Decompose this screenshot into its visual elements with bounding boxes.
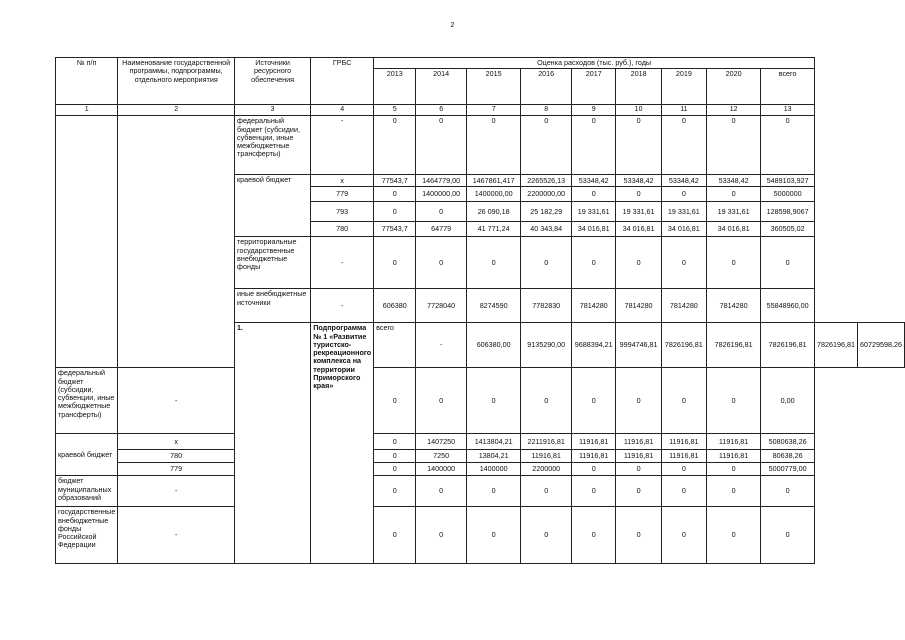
- value-cell: 0: [706, 368, 760, 434]
- header-num: № п/п: [56, 58, 118, 105]
- header-row-top: [56, 58, 905, 69]
- value-cell: 0: [706, 476, 760, 507]
- value-cell: 7782830: [521, 289, 572, 323]
- value-cell: 77543,7: [374, 222, 416, 237]
- source-cell: федеральный бюджет (субсидии, субвенции, иные межбюджетные трансферты): [56, 368, 118, 434]
- value-cell: 7826196,81: [706, 323, 760, 368]
- value-cell: 606380,00: [466, 323, 521, 368]
- value-cell: 13804,21: [466, 450, 521, 463]
- value-cell: 19 331,61: [616, 202, 661, 222]
- value-cell: 0: [616, 463, 661, 476]
- value-cell: 34 016,81: [616, 222, 661, 237]
- value-cell: 0: [374, 187, 416, 202]
- grbs-cell: -: [311, 237, 374, 289]
- header-year: всего: [761, 69, 815, 105]
- value-cell: 0: [466, 507, 521, 564]
- column-number: 11: [661, 105, 706, 116]
- value-cell: 0: [616, 368, 661, 434]
- value-cell: 19 331,61: [571, 202, 616, 222]
- column-number: 12: [706, 105, 760, 116]
- value-cell: 1467861,417: [466, 175, 521, 187]
- source-cell: всего: [374, 323, 416, 368]
- value-cell: 34 016,81: [661, 222, 706, 237]
- value-cell: 0: [761, 476, 815, 507]
- value-cell: 5000000: [761, 187, 815, 202]
- value-cell: 0: [521, 368, 572, 434]
- value-cell: 1400000: [416, 463, 467, 476]
- value-cell: 0: [521, 476, 572, 507]
- value-cell: 0: [661, 476, 706, 507]
- value-cell: 2265526,13: [521, 175, 572, 187]
- value-cell: 128598,9067: [761, 202, 815, 222]
- value-cell: 0: [571, 187, 616, 202]
- table-row: [56, 368, 905, 434]
- value-cell: 80638,26: [761, 450, 815, 463]
- value-cell: 0: [571, 507, 616, 564]
- source-cell: краевой бюджет: [235, 175, 311, 237]
- program-number: 1.: [235, 323, 311, 564]
- value-cell: 1407250: [416, 434, 467, 450]
- value-cell: 0: [706, 187, 760, 202]
- value-cell: 2200000: [521, 463, 572, 476]
- value-cell: 0: [571, 463, 616, 476]
- value-cell: 25 182,29: [521, 202, 572, 222]
- column-number: 8: [521, 105, 572, 116]
- value-cell: 0: [616, 237, 661, 289]
- value-cell: 7814280: [706, 289, 760, 323]
- grbs-cell: x: [311, 175, 374, 187]
- column-number: 13: [761, 105, 815, 116]
- header-year: 2018: [616, 69, 661, 105]
- value-cell: 0: [466, 237, 521, 289]
- value-cell: 41 771,24: [466, 222, 521, 237]
- value-cell: 7814280: [616, 289, 661, 323]
- value-cell: 55848960,00: [761, 289, 815, 323]
- name-cell: [118, 116, 235, 368]
- value-cell: 360505,02: [761, 222, 815, 237]
- table-row: [56, 434, 905, 450]
- value-cell: 11916,81: [616, 434, 661, 450]
- table-row: [56, 116, 905, 175]
- value-cell: 7814280: [571, 289, 616, 323]
- value-cell: 11916,81: [521, 450, 572, 463]
- value-cell: 0: [374, 237, 416, 289]
- value-cell: 0: [571, 116, 616, 175]
- value-cell: 34 016,81: [706, 222, 760, 237]
- num-cell: [56, 116, 118, 368]
- value-cell: 77543,7: [374, 175, 416, 187]
- source-cell: краевой бюджет: [56, 434, 118, 476]
- grbs-cell: -: [118, 476, 235, 507]
- grbs-cell: 780: [118, 450, 235, 463]
- value-cell: 9135290,00: [521, 323, 572, 368]
- value-cell: 0: [374, 116, 416, 175]
- value-cell: 7250: [416, 450, 467, 463]
- value-cell: 11916,81: [706, 434, 760, 450]
- value-cell: 0: [571, 476, 616, 507]
- column-number: 2: [118, 105, 235, 116]
- value-cell: 5080638,26: [761, 434, 815, 450]
- header-year: 2017: [571, 69, 616, 105]
- value-cell: 0: [761, 237, 815, 289]
- value-cell: 40 343,84: [521, 222, 572, 237]
- source-cell: федеральный бюджет (субсидии, субвенции, иные межбюджетные трансферты): [235, 116, 311, 175]
- value-cell: 34 016,81: [571, 222, 616, 237]
- value-cell: 53348,42: [706, 175, 760, 187]
- column-number: 7: [466, 105, 521, 116]
- value-cell: 0: [374, 450, 416, 463]
- value-cell: 7826196,81: [761, 323, 815, 368]
- value-cell: 0: [374, 202, 416, 222]
- value-cell: 2211916,81: [521, 434, 572, 450]
- value-cell: 0: [416, 476, 467, 507]
- value-cell: 0: [761, 116, 815, 175]
- value-cell: 0: [661, 116, 706, 175]
- value-cell: 1400000,00: [466, 187, 521, 202]
- grbs-cell: -: [118, 368, 235, 434]
- source-cell: государственные внебюджетные фонды Российской Федерации: [56, 507, 118, 564]
- value-cell: 0: [661, 463, 706, 476]
- value-cell: 1400000,00: [416, 187, 467, 202]
- table-body: [56, 58, 905, 564]
- header-year: 2019: [661, 69, 706, 105]
- value-cell: 0: [661, 187, 706, 202]
- column-number: 5: [374, 105, 416, 116]
- grbs-cell: -: [311, 289, 374, 323]
- value-cell: 0: [466, 116, 521, 175]
- header-year: 2013: [374, 69, 416, 105]
- header-year: 2014: [416, 69, 467, 105]
- table-row: [56, 507, 905, 564]
- grbs-cell: 779: [311, 187, 374, 202]
- grbs-cell: -: [416, 323, 467, 368]
- value-cell: 0,00: [761, 368, 815, 434]
- value-cell: 0: [706, 463, 760, 476]
- column-number: 6: [416, 105, 467, 116]
- value-cell: 5489103,927: [761, 175, 815, 187]
- value-cell: 53348,42: [616, 175, 661, 187]
- value-cell: 11916,81: [571, 450, 616, 463]
- value-cell: 26 090,18: [466, 202, 521, 222]
- value-cell: 53348,42: [571, 175, 616, 187]
- value-cell: 2200000,00: [521, 187, 572, 202]
- grbs-cell: 779: [118, 463, 235, 476]
- source-cell: бюджет муниципальных образований: [56, 476, 118, 507]
- value-cell: 0: [616, 116, 661, 175]
- source-cell: территориальные государственные внебюджетные фонды: [235, 237, 311, 289]
- table-row: [56, 463, 905, 476]
- column-number: 4: [311, 105, 374, 116]
- value-cell: 0: [571, 237, 616, 289]
- value-cell: 0: [374, 507, 416, 564]
- value-cell: 7826196,81: [661, 323, 706, 368]
- table-row: [56, 476, 905, 507]
- value-cell: 5000779,00: [761, 463, 815, 476]
- value-cell: 606380: [374, 289, 416, 323]
- header-name: Наименование государственной программы, подпрограммы, отдельного мероприятия: [118, 58, 235, 105]
- header-year: 2016: [521, 69, 572, 105]
- value-cell: 0: [374, 368, 416, 434]
- value-cell: 0: [416, 507, 467, 564]
- value-cell: 0: [416, 237, 467, 289]
- value-cell: 0: [466, 368, 521, 434]
- source-cell: иные внебюджетные источники: [235, 289, 311, 323]
- value-cell: 60729598,26: [858, 323, 905, 368]
- value-cell: 0: [416, 116, 467, 175]
- value-cell: 0: [661, 237, 706, 289]
- value-cell: 11916,81: [661, 434, 706, 450]
- value-cell: 64779: [416, 222, 467, 237]
- value-cell: 0: [661, 368, 706, 434]
- column-number: 1: [56, 105, 118, 116]
- column-number: 10: [616, 105, 661, 116]
- value-cell: 0: [616, 476, 661, 507]
- grbs-cell: -: [311, 116, 374, 175]
- value-cell: 0: [616, 187, 661, 202]
- value-cell: 7814280: [661, 289, 706, 323]
- value-cell: 0: [661, 507, 706, 564]
- value-cell: 8274590: [466, 289, 521, 323]
- column-numbers-row: [56, 105, 905, 116]
- value-cell: 0: [571, 368, 616, 434]
- grbs-cell: -: [118, 507, 235, 564]
- value-cell: 11916,81: [571, 434, 616, 450]
- value-cell: 0: [706, 116, 760, 175]
- value-cell: 11916,81: [661, 450, 706, 463]
- grbs-cell: 780: [311, 222, 374, 237]
- value-cell: 0: [416, 202, 467, 222]
- value-cell: 19 331,61: [661, 202, 706, 222]
- value-cell: 7826196,81: [815, 323, 858, 368]
- value-cell: 19 331,61: [706, 202, 760, 222]
- value-cell: 0: [706, 507, 760, 564]
- value-cell: 0: [374, 463, 416, 476]
- header-year: 2020: [706, 69, 760, 105]
- value-cell: 0: [374, 476, 416, 507]
- value-cell: 0: [466, 476, 521, 507]
- value-cell: 0: [374, 434, 416, 450]
- expenditure-table: [55, 57, 905, 564]
- value-cell: 9994746,81: [616, 323, 661, 368]
- page-number: 2: [450, 22, 455, 29]
- value-cell: 0: [521, 507, 572, 564]
- value-cell: 11916,81: [616, 450, 661, 463]
- grbs-cell: x: [118, 434, 235, 450]
- header-source: Источники ресурсного обеспечения: [235, 58, 311, 105]
- value-cell: 1400000: [466, 463, 521, 476]
- value-cell: 0: [706, 237, 760, 289]
- table-row: [56, 450, 905, 463]
- value-cell: 0: [616, 507, 661, 564]
- grbs-cell: 793: [311, 202, 374, 222]
- value-cell: 0: [761, 507, 815, 564]
- program-name: Подпрограмма № 1 «Развитие туристско-рекреационного комплекса на территории Приморского края»: [311, 323, 374, 564]
- value-cell: 1413804,21: [466, 434, 521, 450]
- header-estimate: Оценка расходов (тыс. руб.), годы: [374, 58, 815, 69]
- value-cell: 1464779,00: [416, 175, 467, 187]
- value-cell: 9688394,21: [571, 323, 616, 368]
- column-number: 3: [235, 105, 311, 116]
- value-cell: 0: [521, 116, 572, 175]
- header-grbs: ГРБС: [311, 58, 374, 105]
- value-cell: 0: [416, 368, 467, 434]
- value-cell: 0: [521, 237, 572, 289]
- value-cell: 53348,42: [661, 175, 706, 187]
- value-cell: 7728040: [416, 289, 467, 323]
- column-number: 9: [571, 105, 616, 116]
- value-cell: 11916,81: [706, 450, 760, 463]
- header-year: 2015: [466, 69, 521, 105]
